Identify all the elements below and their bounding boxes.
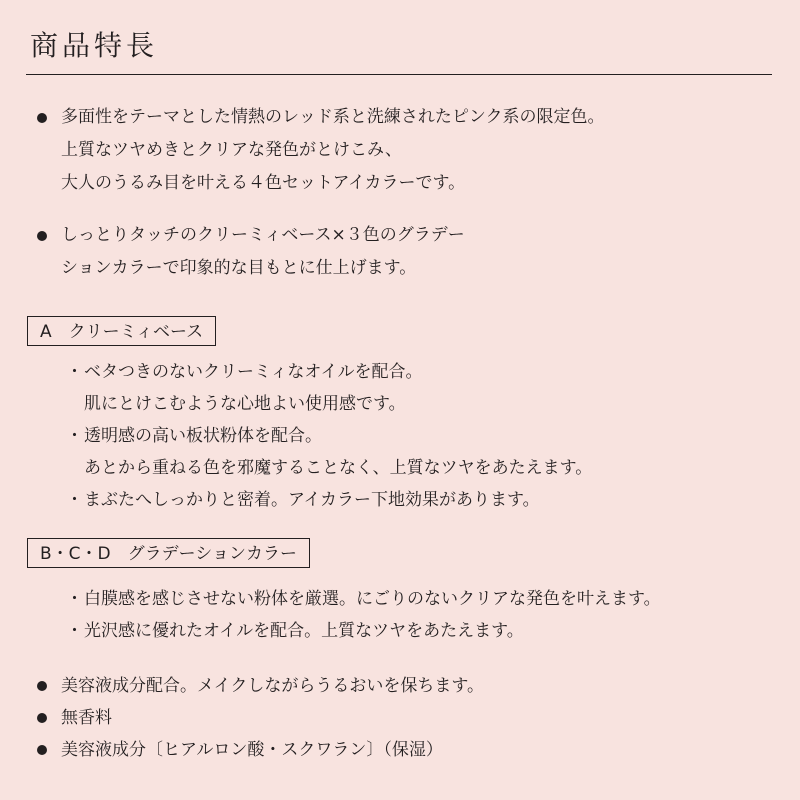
bottom-bullet-list [0,670,800,766]
intro-bullet-1 [0,101,800,200]
section-a-item-1-mark: ・ [66,362,83,382]
section-a-item-3 [0,484,800,516]
intro-bullet-list [0,101,800,200]
bullet-dot-icon [37,113,47,123]
bullet-dot-icon [37,713,47,723]
section-bcd-item-2 [0,615,800,647]
bullet-dot-icon [37,745,47,755]
section-bcd-label: B・C・D グラデーションカラー [27,538,310,568]
section-bcd-item-2-mark: ・ [66,621,83,641]
section-a-item-3-mark: ・ [66,490,83,510]
bottom-bullet-3-text: 美容液成分〔ヒアルロン酸・スクワラン〕（保湿） [61,740,443,760]
bottom-bullet-2 [0,702,800,734]
bottom-bullet-2-text: 無香料 [61,708,112,728]
section-bcd-item-2-line-1: 光沢感に優れたオイルを配合。上質なツヤをあたえます。 [84,621,524,641]
intro-bullet-1-line-1: 多面性をテーマとした情熱のレッド系と洗練されたピンク系の限定色。 [61,107,605,127]
intro-bullet-list-2 [0,219,800,285]
section-a-items [0,356,800,516]
section-a-label: A クリーミィベース [27,316,216,346]
page-title: 商品特長 [30,29,159,62]
section-a-item-1-line-2: 肌にとけこむような心地よい使用感です。 [84,394,406,414]
section-a-item-2-line-1: 透明感の高い板状粉体を配合。 [84,426,322,446]
section-a-item-1 [0,356,800,420]
section-a-item-2-mark: ・ [66,426,83,446]
section-a-item-2-line-2: あとから重ねる色を邪魔することなく、上質なツヤをあたえます。 [84,458,593,478]
title-divider [26,74,772,75]
bottom-bullet-3 [0,734,800,766]
intro-bullet-1-line-3: 大人のうるみ目を叶える４色セットアイカラーです。 [61,173,466,193]
section-bcd-items [0,583,800,647]
section-bcd-item-1-line-1: 白膜感を感じさせない粉体を厳選。にごりのないクリアな発色を叶えます。 [84,589,661,609]
intro-bullet-2 [0,219,800,285]
section-a-item-3-line-1: まぶたへしっかりと密着。アイカラー下地効果があります。 [84,490,540,510]
intro-bullet-2-line-1: しっとりタッチのクリーミィベース×３色のグラデー [61,225,465,245]
section-bcd-item-1 [0,583,800,615]
section-bcd-item-1-mark: ・ [66,589,83,609]
intro-bullet-1-line-2: 上質なツヤめきとクリアな発色がとけこみ、 [61,140,403,160]
intro-bullet-2-line-2: ションカラーで印象的な目もとに仕上げます。 [61,258,417,278]
bottom-bullet-1-text: 美容液成分配合。メイクしながらうるおいを保ちます。 [61,676,484,696]
bottom-bullet-1 [0,670,800,702]
bullet-dot-icon [37,231,47,241]
section-a-item-2 [0,420,800,484]
bullet-dot-icon [37,681,47,691]
section-a-item-1-line-1: ベタつきのないクリーミィなオイルを配合。 [84,362,423,382]
